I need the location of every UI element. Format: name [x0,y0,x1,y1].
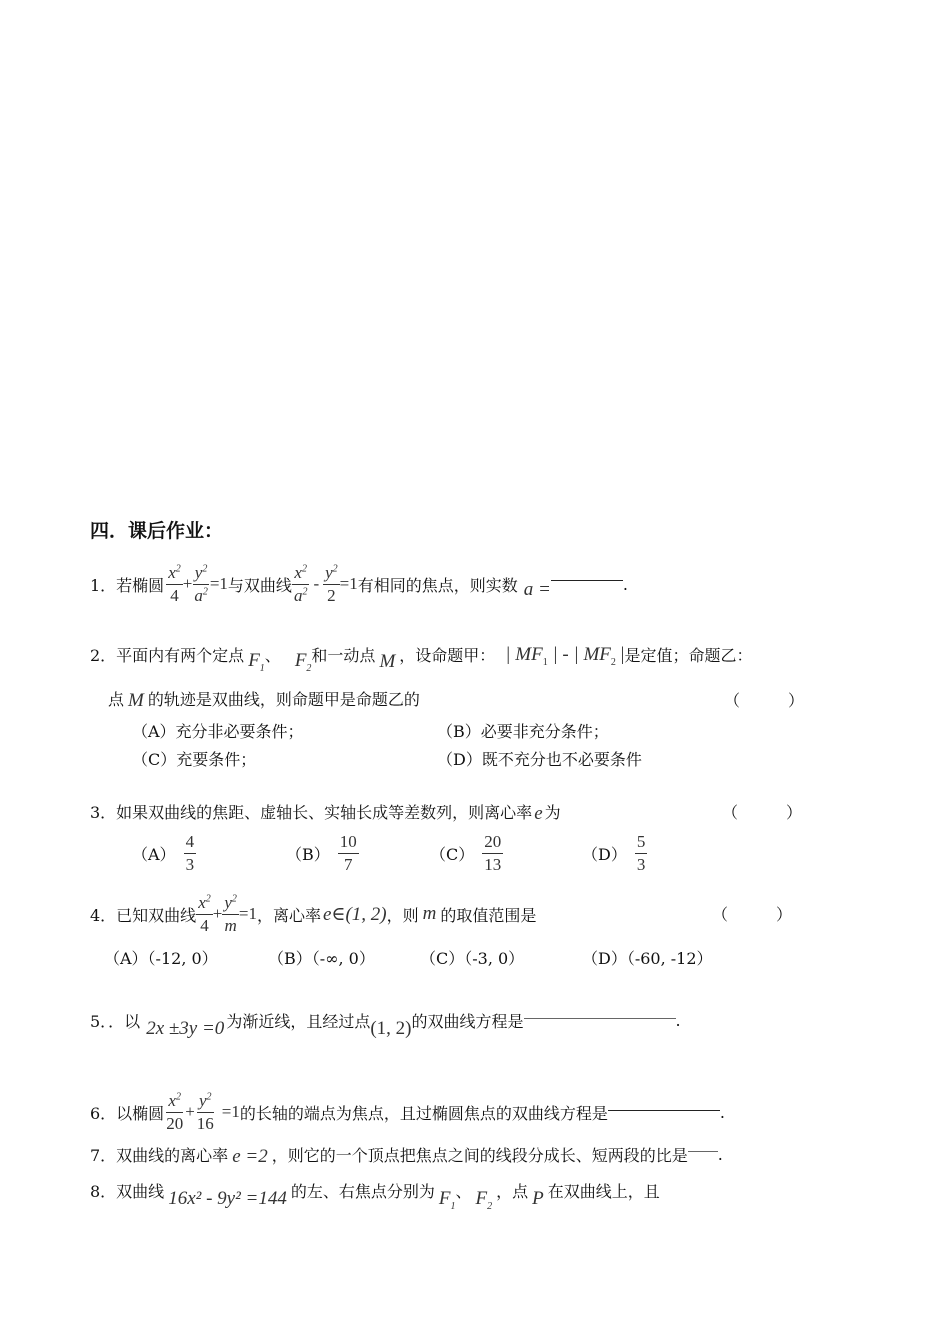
q7-number: 7．双曲线的离心率 [90,1145,229,1165]
q2-number: 2．平面内有两个定点 [90,645,245,665]
q4-option-d[interactable]: （D）（-60, -12） [582,949,713,968]
q2-option-d[interactable]: （D）既不充分也不必要条件 [437,750,642,769]
q5-text-equation: 的双曲线方程是 [411,1011,524,1031]
q8-f1: $F_1$ [438,1188,456,1212]
q2-option-b[interactable]: （B）必要非充分条件； [437,722,609,741]
q4-option-b[interactable]: （B）（-∞, 0） [268,949,375,968]
q3-option-b-label: （B） [286,844,330,864]
q8-equation: 16x² - 9y² =144 [168,1188,287,1209]
q1-period: . [622,574,628,594]
q6-answer-blank[interactable] [608,1110,720,1111]
q5-number: 5．．以 [90,1011,141,1031]
q3-option-d-label: （D） [582,844,627,864]
question-6: 6．以椭圆 $\frac{x^2}{20}$ + $\frac{y^2}{16}$ =1 的长轴的端点为焦点，且过椭圆焦点的双曲线方程是 . [90,1090,725,1133]
q6-fraction-x2-over-20: $\frac{x^2}{20}$ [166,1090,184,1133]
q3-option-d-fraction: $\frac{5}{3}$ [636,832,646,874]
q4-text-then: ，则 [386,905,419,925]
q1-equals-1b: =1 [339,574,358,593]
question-7 [90,1140,723,1168]
q2-line2-prefix: 点 [108,689,125,709]
q2-separator: 、 [264,645,281,665]
q3-option-a[interactable] [132,832,196,874]
q7-e-equals-2: e =2 [232,1146,268,1167]
q1-answer-blank[interactable] [551,580,623,581]
q3-option-c[interactable] [430,832,503,874]
q1-fraction-y2-over-a2: $\frac{y^2}{a^2}$ [194,562,208,605]
q2-abs-expression: | $MF_1$ | - | $MF_2$ | [505,644,625,668]
q7-answer-blank[interactable] [688,1151,718,1152]
q3-option-a-label: （A） [132,844,176,864]
q5-text-asymptote: 为渐近线，且经过点 [226,1011,371,1031]
q3-option-b[interactable] [286,832,359,874]
q8-text-on-hyperbola: 在双曲线上，且 [547,1181,660,1201]
q1-fraction-y2-over-2: $\frac{y^2}{2}$ [325,562,338,605]
question-8 [90,1170,660,1210]
q8-text-foci: 的左、右焦点分别为 [290,1181,435,1201]
q4-number: 4．已知双曲线 [90,905,197,925]
question-1: 1．若椭圆 $\frac{x^2}{4}$ + $\frac{y^2}{a^2}$ =1 与双曲线 $\frac{x^2}{a^2}$ - $\frac{y^2}{2}$ =1 有相同的焦点，则实数 a = . [90,562,628,605]
q8-text-point: ，点 [496,1181,529,1201]
q1-equals-1: =1 [209,574,228,593]
q3-e: e [534,803,543,824]
q1-number: 1．若椭圆 [90,575,165,595]
q3-option-a-fraction: $\frac{4}{3}$ [185,832,195,874]
q2-text-constant: 是定值；命题乙： [624,645,753,665]
q5-answer-blank[interactable] [524,1018,676,1019]
q4-fraction-y2-over-m: $\frac{y^2}{m}$ [224,892,237,935]
q4-option-c[interactable]: （C）（-3, 0） [420,949,525,968]
q3-option-c-label: （C） [430,844,475,864]
q4-m: m [422,903,437,924]
q6-number: 6．以椭圆 [90,1103,165,1123]
question-4: 4．已知双曲线 $\frac{x^2}{4}$ + $\frac{y^2}{m}$ =1 ，离心率 e∈(1, 2) ，则 m 的取值范围是 [90,892,537,935]
q4-text-range: 的取值范围是 [440,905,537,925]
q2-line2-text: 的轨迹是双曲线，则命题甲是命题乙的 [147,689,420,709]
q1-text-same-foci: 有相同的焦点，则实数 [357,575,518,595]
q2-point-m: M [379,651,396,672]
q4-text-eccentricity: ，离心率 [256,905,321,925]
q3-option-b-fraction: $\frac{10}{7}$ [339,832,357,874]
q7-text: ，则它的一个顶点把焦点之间的线段分成长、短两段的比是 [271,1145,688,1165]
q6-period: . [719,1102,725,1122]
q1-fraction-x2-over-4: $\frac{x^2}{4}$ [168,562,181,605]
q4-option-a[interactable]: （A）（-12, 0） [104,949,218,968]
q8-f2: $F_2$ [475,1188,493,1212]
q2-text-moving-point: 和一动点 [311,645,376,665]
q5-point: (1, 2) [370,1018,412,1039]
q4-answer-paren[interactable]: （ ） [712,905,793,924]
question-5 [90,1000,681,1040]
q6-fraction-y2-over-16: $\frac{y^2}{16}$ [196,1090,214,1133]
q4-e-range: e∈(1, 2) [322,903,387,925]
q2-option-c[interactable]: （C）充要条件； [132,750,257,769]
q3-option-d[interactable] [582,832,647,874]
q3-option-c-fraction: $\frac{20}{13}$ [484,832,502,874]
q8-separator: 、 [455,1181,472,1201]
q1-fraction-x2-over-a2: $\frac{x^2}{a^2}$ [293,562,308,605]
q2-line2-m: M [128,690,144,711]
question-3 [90,798,561,824]
q3-answer-paren[interactable]: （ ） [722,803,803,822]
q8-point-p: P [532,1188,544,1209]
question-2 [90,634,752,674]
q1-variable-a: a = [523,579,551,600]
q2-f1: $F_1$ [248,650,265,674]
q4-equals-1: =1 [238,904,257,923]
q6-equals-1: =1 [221,1102,240,1121]
question-2-line-2 [108,684,420,712]
q6-text: 的长轴的端点为焦点，且过椭圆焦点的双曲线方程是 [239,1103,608,1123]
section-title: 四．课后作业： [90,520,224,542]
q8-number: 8．双曲线 [90,1181,165,1201]
q2-answer-paren[interactable]: （ ） [724,691,805,710]
q2-f2: $F_2$ [294,650,312,674]
q2-text-proposition-a: ，设命题甲： [399,645,496,665]
q2-option-a[interactable]: （A）充分非必要条件； [132,722,304,741]
q4-fraction-x2-over-4: $\frac{x^2}{4}$ [198,892,211,935]
q5-period: . [675,1010,681,1030]
q7-period: . [717,1144,723,1164]
q1-text-hyperbola: 与双曲线 [227,575,292,595]
q3-text-suffix: 为 [544,802,561,822]
q5-asymptote-expr: 2x ±3y =0 [146,1018,225,1039]
q3-text: 3．如果双曲线的焦距、虚轴长、实轴长成等差数列，则离心率 [90,802,533,822]
